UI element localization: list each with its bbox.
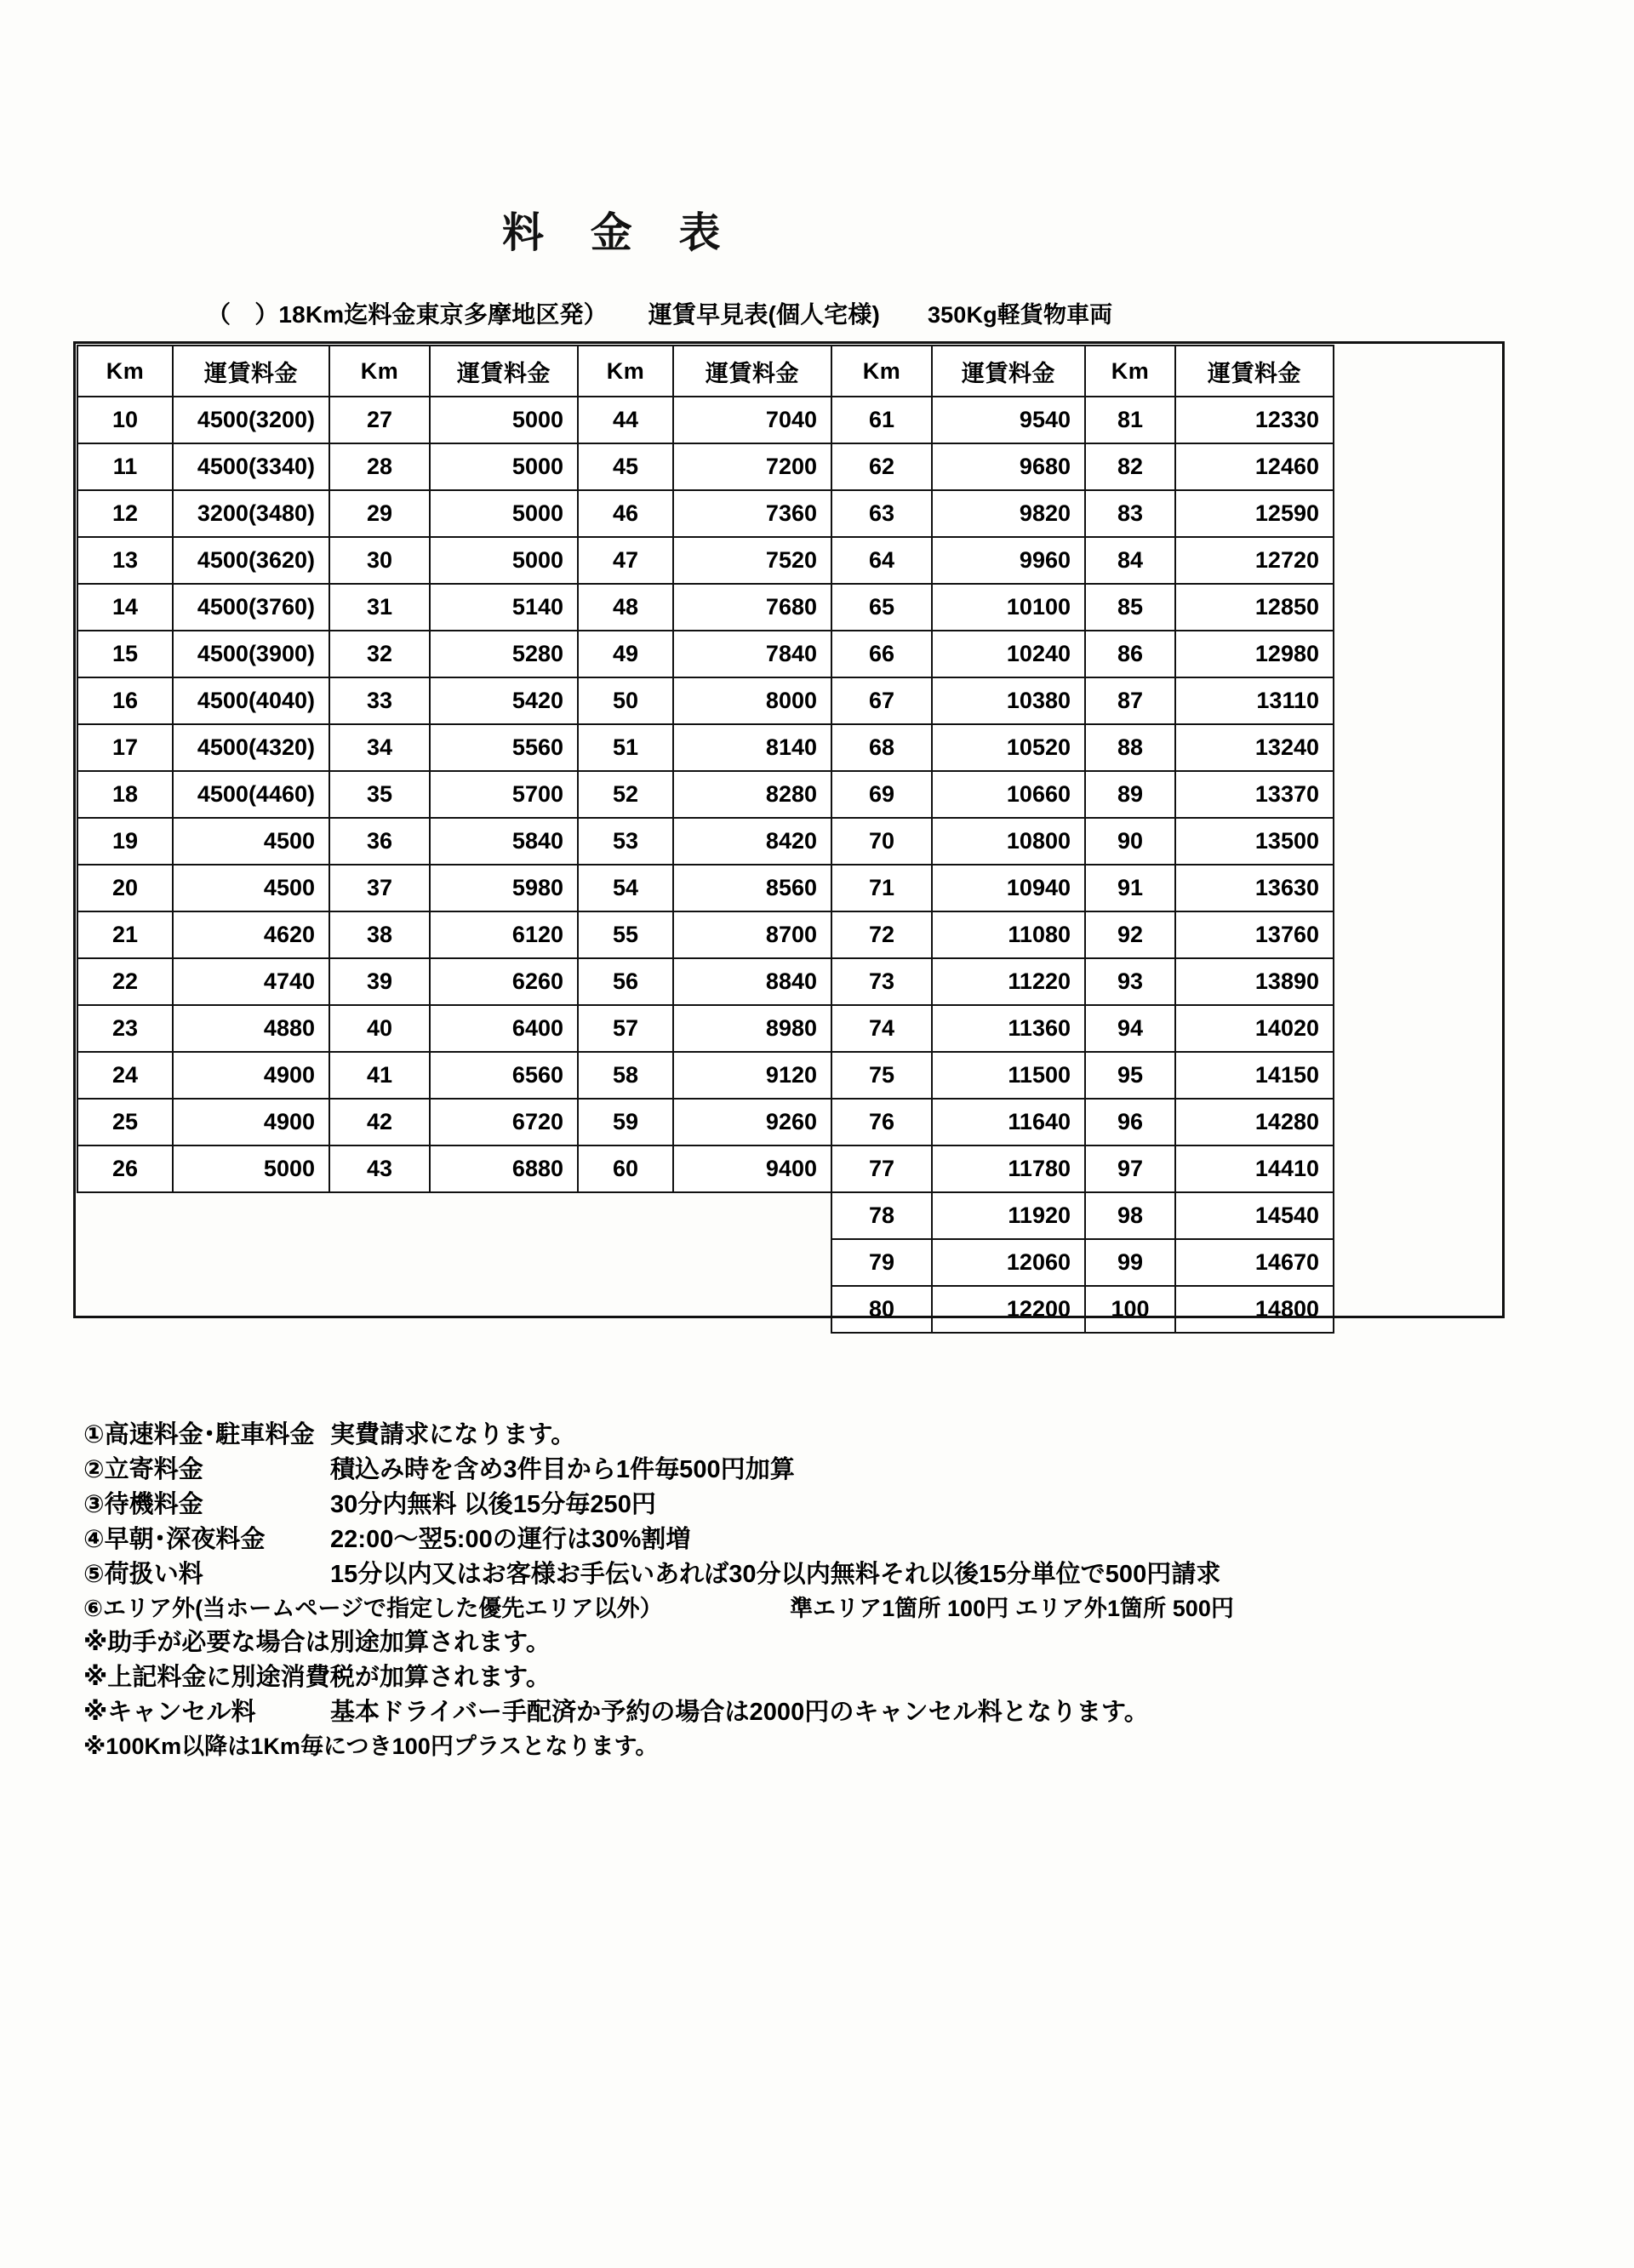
table-cell-km: 26 (77, 1145, 173, 1192)
table-cell-fare: 14280 (1175, 1099, 1334, 1145)
table-cell-km: 91 (1085, 865, 1175, 911)
table-cell-km: 59 (578, 1099, 673, 1145)
table-cell-km: 89 (1085, 771, 1175, 818)
table-cell-km: 31 (329, 584, 430, 631)
table-cell-fare: 7360 (673, 490, 831, 537)
table-cell-fare: 10100 (932, 584, 1085, 631)
table-cell-km: 11 (77, 443, 173, 490)
table-cell-km: 88 (1085, 724, 1175, 771)
table-cell-fare: 10520 (932, 724, 1085, 771)
table-cell-fare: 5000 (430, 537, 578, 584)
table-cell-fare: 6720 (430, 1099, 578, 1145)
table-cell-empty (77, 1286, 173, 1333)
header-fare-3: 運賃料金 (673, 346, 831, 397)
table-cell-fare: 11920 (932, 1192, 1085, 1239)
table-cell-km: 20 (77, 865, 173, 911)
table-cell-km: 63 (831, 490, 932, 537)
table-row (77, 1192, 1334, 1239)
note-value: 実費請求になります。 (330, 1421, 576, 1448)
table-cell-km: 14 (77, 584, 173, 631)
table-cell-fare: 7040 (673, 397, 831, 443)
table-cell-km: 96 (1085, 1099, 1175, 1145)
table-cell-fare: 5000 (430, 397, 578, 443)
table-cell-fare: 7680 (673, 584, 831, 631)
fare-table-header (77, 346, 1334, 397)
table-cell-km: 71 (831, 865, 932, 911)
table-cell-fare: 11640 (932, 1099, 1085, 1145)
table-cell-km: 83 (1085, 490, 1175, 537)
table-cell-fare: 12850 (1175, 584, 1334, 631)
table-cell-empty (329, 1239, 430, 1286)
table-row (77, 771, 1334, 818)
table-cell-km: 13 (77, 537, 173, 584)
table-cell-fare: 4500 (173, 865, 329, 911)
table-cell-fare: 5000 (430, 443, 578, 490)
note-line (83, 1631, 1530, 1655)
table-cell-km: 67 (831, 677, 932, 724)
table-row (77, 1099, 1334, 1145)
table-cell-fare: 14410 (1175, 1145, 1334, 1192)
table-cell-fare: 5280 (430, 631, 578, 677)
table-cell-km: 40 (329, 1005, 430, 1052)
table-cell-fare: 5980 (430, 865, 578, 911)
table-cell-fare: 9820 (932, 490, 1085, 537)
table-cell-km: 85 (1085, 584, 1175, 631)
table-cell-fare: 8980 (673, 1005, 831, 1052)
table-cell-fare: 11080 (932, 911, 1085, 958)
table-cell-fare: 13240 (1175, 724, 1334, 771)
table-cell-km: 78 (831, 1192, 932, 1239)
header-fare-2: 運賃料金 (430, 346, 578, 397)
table-cell-fare: 8420 (673, 818, 831, 865)
note-label: ③待機料金 (83, 1491, 203, 1518)
note-label: ※キャンセル料 (83, 1699, 256, 1726)
table-cell-km: 94 (1085, 1005, 1175, 1052)
page-title: 料 金 表 (502, 210, 739, 256)
table-cell-km: 53 (578, 818, 673, 865)
table-cell-km: 38 (329, 911, 430, 958)
note-line (83, 1700, 1530, 1725)
note-line (83, 1562, 1530, 1587)
table-cell-fare: 13500 (1175, 818, 1334, 865)
table-cell-empty (673, 1192, 831, 1239)
table-cell-fare: 12330 (1175, 397, 1334, 443)
table-cell-fare: 13890 (1175, 958, 1334, 1005)
note-value: 15分以内又はお客様お手伝いあれば30分以内無料それ以後15分単位で500円請求 (330, 1561, 1221, 1588)
table-cell-empty (173, 1239, 329, 1286)
table-cell-fare: 6880 (430, 1145, 578, 1192)
table-cell-km: 52 (578, 771, 673, 818)
table-cell-km: 19 (77, 818, 173, 865)
table-cell-fare: 6400 (430, 1005, 578, 1052)
table-cell-km: 86 (1085, 631, 1175, 677)
note-label: ※助手が必要な場合は別途加算されます。 (83, 1629, 551, 1656)
note-value: 基本ドライバー手配済か予約の場合は2000円のキャンセル料となります。 (330, 1699, 1149, 1726)
table-cell-km: 30 (329, 537, 430, 584)
table-cell-km: 50 (578, 677, 673, 724)
table-cell-fare: 10940 (932, 865, 1085, 911)
table-cell-fare: 10660 (932, 771, 1085, 818)
table-row (77, 397, 1334, 443)
table-cell-fare: 3200(3480) (173, 490, 329, 537)
table-cell-fare: 8560 (673, 865, 831, 911)
table-cell-fare: 5140 (430, 584, 578, 631)
table-row (77, 490, 1334, 537)
table-cell-km: 81 (1085, 397, 1175, 443)
note-line (83, 1597, 1530, 1620)
table-row (77, 818, 1334, 865)
table-cell-empty (578, 1239, 673, 1286)
table-cell-empty (77, 1192, 173, 1239)
table-cell-fare: 9400 (673, 1145, 831, 1192)
table-cell-fare: 8140 (673, 724, 831, 771)
header-km-5: Km (1085, 346, 1175, 397)
table-row (77, 1052, 1334, 1099)
table-cell-km: 29 (329, 490, 430, 537)
header-km-1: Km (77, 346, 173, 397)
table-row (77, 1239, 1334, 1286)
table-cell-fare: 4500(4040) (173, 677, 329, 724)
table-cell-fare: 12590 (1175, 490, 1334, 537)
table-cell-fare: 5420 (430, 677, 578, 724)
table-cell-fare: 4500 (173, 818, 329, 865)
table-cell-km: 51 (578, 724, 673, 771)
note-label: ①高速料金･駐車料金 (83, 1421, 315, 1448)
table-cell-km: 18 (77, 771, 173, 818)
table-cell-fare: 13110 (1175, 677, 1334, 724)
table-cell-fare: 12060 (932, 1239, 1085, 1286)
table-cell-fare: 6560 (430, 1052, 578, 1099)
table-cell-empty (173, 1286, 329, 1333)
header-fare-4: 運賃料金 (932, 346, 1085, 397)
table-cell-km: 80 (831, 1286, 932, 1333)
table-cell-fare: 11360 (932, 1005, 1085, 1052)
table-cell-km: 41 (329, 1052, 430, 1099)
table-cell-fare: 8700 (673, 911, 831, 958)
table-cell-fare: 13760 (1175, 911, 1334, 958)
table-cell-km: 93 (1085, 958, 1175, 1005)
table-cell-km: 25 (77, 1099, 173, 1145)
table-cell-km: 28 (329, 443, 430, 490)
table-cell-km: 68 (831, 724, 932, 771)
table-cell-fare: 5700 (430, 771, 578, 818)
table-cell-fare: 11500 (932, 1052, 1085, 1099)
table-cell-km: 46 (578, 490, 673, 537)
header-fare-5: 運賃料金 (1175, 346, 1334, 397)
table-cell-fare: 14670 (1175, 1239, 1334, 1286)
table-cell-km: 74 (831, 1005, 932, 1052)
table-cell-fare: 13370 (1175, 771, 1334, 818)
table-row (77, 1145, 1334, 1192)
table-cell-empty (578, 1286, 673, 1333)
table-cell-fare: 4500(3900) (173, 631, 329, 677)
table-cell-fare: 7840 (673, 631, 831, 677)
table-row (77, 443, 1334, 490)
table-cell-fare: 14540 (1175, 1192, 1334, 1239)
table-cell-fare: 5560 (430, 724, 578, 771)
table-cell-fare: 5000 (430, 490, 578, 537)
header-km-4: Km (831, 346, 932, 397)
table-cell-fare: 14020 (1175, 1005, 1334, 1052)
table-cell-fare: 9120 (673, 1052, 831, 1099)
note-value: 準エリア1箇所 100円 エリア外1箇所 500円 (790, 1596, 1234, 1621)
table-cell-km: 98 (1085, 1192, 1175, 1239)
table-cell-km: 77 (831, 1145, 932, 1192)
table-cell-km: 15 (77, 631, 173, 677)
table-cell-km: 23 (77, 1005, 173, 1052)
table-cell-km: 22 (77, 958, 173, 1005)
table-cell-km: 73 (831, 958, 932, 1005)
table-cell-km: 97 (1085, 1145, 1175, 1192)
table-cell-km: 82 (1085, 443, 1175, 490)
table-row (77, 584, 1334, 631)
table-cell-fare: 11220 (932, 958, 1085, 1005)
table-cell-fare: 9260 (673, 1099, 831, 1145)
note-label: ⑥エリア外(当ホームページで指定した優先エリア以外） (83, 1596, 663, 1621)
table-cell-empty (673, 1239, 831, 1286)
table-cell-km: 24 (77, 1052, 173, 1099)
note-label: ⑤荷扱い料 (83, 1561, 203, 1588)
table-cell-fare: 12980 (1175, 631, 1334, 677)
table-row (77, 537, 1334, 584)
table-cell-empty (430, 1239, 578, 1286)
table-cell-km: 44 (578, 397, 673, 443)
table-cell-fare: 5840 (430, 818, 578, 865)
note-line (83, 1458, 1530, 1482)
table-cell-km: 56 (578, 958, 673, 1005)
table-cell-fare: 4500(3200) (173, 397, 329, 443)
table-cell-km: 57 (578, 1005, 673, 1052)
table-header-row (77, 346, 1334, 397)
subtitle-row (207, 296, 1112, 330)
table-cell-km: 79 (831, 1239, 932, 1286)
subtitle-left: （ ）18Km迄料金東京多摩地区発） (207, 301, 608, 328)
fare-table-body (77, 397, 1334, 1333)
table-cell-fare: 4500(3760) (173, 584, 329, 631)
note-label: ※100Km以降は1Km毎につき100円プラスとなります。 (83, 1734, 659, 1759)
table-cell-km: 65 (831, 584, 932, 631)
table-cell-km: 54 (578, 865, 673, 911)
table-cell-km: 60 (578, 1145, 673, 1192)
table-cell-km: 55 (578, 911, 673, 958)
table-cell-km: 62 (831, 443, 932, 490)
table-row (77, 1005, 1334, 1052)
table-cell-fare: 12200 (932, 1286, 1085, 1333)
header-km-3: Km (578, 346, 673, 397)
table-cell-km: 75 (831, 1052, 932, 1099)
table-cell-fare: 4500(3620) (173, 537, 329, 584)
note-label: ※上記料金に別途消費税が加算されます。 (83, 1664, 551, 1691)
table-row (77, 911, 1334, 958)
table-cell-fare: 7200 (673, 443, 831, 490)
table-cell-km: 34 (329, 724, 430, 771)
note-line (83, 1665, 1530, 1690)
table-cell-km: 33 (329, 677, 430, 724)
table-cell-fare: 4500(4460) (173, 771, 329, 818)
table-cell-fare: 4900 (173, 1099, 329, 1145)
note-value: 積込み時を含め3件目から1件毎500円加算 (330, 1456, 795, 1483)
table-cell-km: 95 (1085, 1052, 1175, 1099)
subtitle-middle: 運賃早見表(個人宅様) (648, 301, 880, 328)
table-cell-fare: 14150 (1175, 1052, 1334, 1099)
table-cell-fare: 4500(4320) (173, 724, 329, 771)
table-cell-km: 43 (329, 1145, 430, 1192)
notes-list (83, 1423, 1530, 1768)
table-cell-km: 100 (1085, 1286, 1175, 1333)
table-cell-fare: 9540 (932, 397, 1085, 443)
table-cell-fare: 9960 (932, 537, 1085, 584)
table-cell-empty (430, 1286, 578, 1333)
header-km-2: Km (329, 346, 430, 397)
table-cell-km: 64 (831, 537, 932, 584)
table-cell-km: 39 (329, 958, 430, 1005)
note-label: ④早朝･深夜料金 (83, 1526, 266, 1553)
table-cell-fare: 10800 (932, 818, 1085, 865)
note-line (83, 1423, 1530, 1448)
note-line (83, 1493, 1530, 1517)
table-cell-km: 48 (578, 584, 673, 631)
table-cell-fare: 10240 (932, 631, 1085, 677)
table-cell-fare: 9680 (932, 443, 1085, 490)
table-cell-km: 35 (329, 771, 430, 818)
note-value: 30分内無料 以後15分毎250円 (330, 1491, 656, 1518)
table-cell-empty (329, 1286, 430, 1333)
table-cell-km: 16 (77, 677, 173, 724)
table-cell-empty (77, 1239, 173, 1286)
table-cell-fare: 8840 (673, 958, 831, 1005)
table-cell-km: 70 (831, 818, 932, 865)
table-cell-km: 45 (578, 443, 673, 490)
table-cell-fare: 6260 (430, 958, 578, 1005)
table-cell-fare: 12720 (1175, 537, 1334, 584)
table-row (77, 677, 1334, 724)
table-cell-km: 47 (578, 537, 673, 584)
fare-table (77, 345, 1334, 1334)
table-cell-km: 92 (1085, 911, 1175, 958)
table-cell-fare: 4740 (173, 958, 329, 1005)
table-cell-empty (173, 1192, 329, 1239)
note-label: ②立寄料金 (83, 1456, 203, 1483)
table-cell-fare: 5000 (173, 1145, 329, 1192)
table-cell-km: 49 (578, 631, 673, 677)
table-cell-fare: 8000 (673, 677, 831, 724)
table-cell-fare: 13630 (1175, 865, 1334, 911)
table-cell-km: 72 (831, 911, 932, 958)
table-cell-fare: 12460 (1175, 443, 1334, 490)
table-cell-km: 21 (77, 911, 173, 958)
table-row (77, 958, 1334, 1005)
subtitle-right: 350Kg軽貨物車両 (928, 302, 1113, 328)
table-row (77, 631, 1334, 677)
table-cell-km: 87 (1085, 677, 1175, 724)
table-cell-empty (578, 1192, 673, 1239)
table-row (77, 865, 1334, 911)
table-cell-fare: 7520 (673, 537, 831, 584)
table-cell-fare: 10380 (932, 677, 1085, 724)
table-row (77, 724, 1334, 771)
table-cell-km: 69 (831, 771, 932, 818)
table-cell-fare: 4620 (173, 911, 329, 958)
table-cell-km: 99 (1085, 1239, 1175, 1286)
table-cell-km: 36 (329, 818, 430, 865)
note-line (83, 1735, 1530, 1758)
note-line (83, 1528, 1530, 1552)
table-cell-km: 90 (1085, 818, 1175, 865)
header-fare-1: 運賃料金 (173, 346, 329, 397)
table-cell-km: 58 (578, 1052, 673, 1099)
table-cell-km: 32 (329, 631, 430, 677)
table-cell-km: 76 (831, 1099, 932, 1145)
table-cell-fare: 4900 (173, 1052, 329, 1099)
note-value: 22:00〜翌5:00の運行は30%割増 (330, 1526, 691, 1553)
table-cell-fare: 14800 (1175, 1286, 1334, 1333)
table-cell-empty (329, 1192, 430, 1239)
table-cell-empty (430, 1192, 578, 1239)
table-cell-fare: 4500(3340) (173, 443, 329, 490)
table-cell-fare: 11780 (932, 1145, 1085, 1192)
table-cell-km: 61 (831, 397, 932, 443)
table-cell-km: 42 (329, 1099, 430, 1145)
table-cell-km: 17 (77, 724, 173, 771)
table-cell-km: 10 (77, 397, 173, 443)
table-cell-fare: 6120 (430, 911, 578, 958)
table-row (77, 1286, 1334, 1333)
table-cell-km: 12 (77, 490, 173, 537)
table-cell-km: 27 (329, 397, 430, 443)
table-cell-fare: 4880 (173, 1005, 329, 1052)
table-cell-km: 37 (329, 865, 430, 911)
table-cell-km: 66 (831, 631, 932, 677)
table-cell-empty (673, 1286, 831, 1333)
table-cell-km: 84 (1085, 537, 1175, 584)
table-cell-fare: 8280 (673, 771, 831, 818)
